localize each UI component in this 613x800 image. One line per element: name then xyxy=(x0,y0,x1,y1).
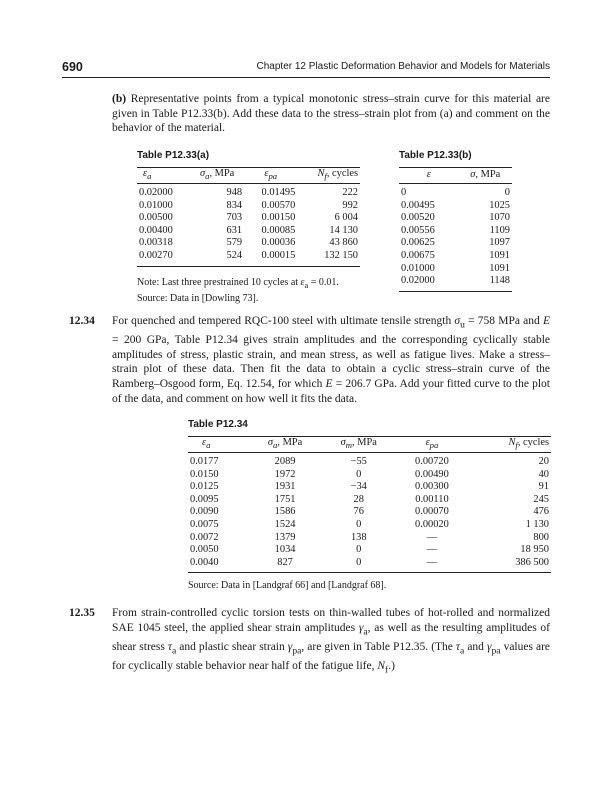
col-header-strain-amplitude: $\varepsilon_a$ xyxy=(137,168,190,184)
col-header-plastic-strain: $\varepsilon_{pa}$ xyxy=(396,437,467,453)
problem-text: For quenched and tempered RQC-100 steel with ultimate tensile strength $\sigma_u = 758$ MPa and E = 200 GPa, Table P12.34 gives strain amplitudes and the corresponding cyclically stable amplitudes of stress, plastic strain, and mean stress, as well as fatigue lives. Make a stress–strain plot of these data. Then fit the data to obtain a cyclic stress–strain curve of the Ramberg–Osgood form, Eq. 12.54, for which E = 206.7 GPa. Add your fitted curve to the plot of the data, and comment on how well it fits the data. xyxy=(112,315,551,405)
table-row: 0.02000 1148 xyxy=(399,275,512,291)
table-row: 0.0095 1751 28 0.00110 245 xyxy=(190,493,549,505)
page-header xyxy=(62,60,550,76)
table-row: 0.0125 1931 −34 0.00300 91 xyxy=(190,481,549,493)
table-row: 0.01000 834 0.00570 992 xyxy=(139,199,358,211)
table-p12-33b xyxy=(399,167,512,292)
table-b-caption: Table P12.33(b) xyxy=(399,150,472,161)
table-row: 0.0177 2089 −55 0.00720 20 xyxy=(190,456,549,467)
table-a-source: Source: Data in [Dowling 73]. xyxy=(137,292,259,304)
table-row: 0.0050 1034 0 — 18 950 xyxy=(190,544,549,556)
col-header-fatigue-life: $N_f$, cycles xyxy=(467,437,551,453)
col-header-stress: σ, MPa xyxy=(459,168,513,184)
part-b-text: Representative points from a typical monotonic stress–strain curve for this material are given in Table P12.33(b). Add these data to the stress–strain plot from (a) and comment on the behavior of the material. xyxy=(112,93,550,135)
problem-12-35 xyxy=(69,606,551,675)
problem-number: 12.35 xyxy=(69,607,95,619)
table-row: 0.00400 631 0.00085 14 130 xyxy=(139,224,358,236)
chapter-title: Chapter 12 Plastic Deformation Behavior and Models for Materials xyxy=(256,61,550,72)
col-header-fatigue-life: $N_f$, cycles xyxy=(297,168,360,184)
table-row: 0.00270 524 0.00015 132 150 xyxy=(137,250,360,266)
col-header-strain-amplitude: $\varepsilon_a$ xyxy=(188,437,249,453)
table-row: 0.00520 1070 xyxy=(401,212,510,224)
table-a-notes xyxy=(137,277,387,305)
table-row: 0.0075 1524 0 0.00020 1 130 xyxy=(190,518,549,530)
table-row: 0.00500 703 0.00150 6 004 xyxy=(139,212,358,224)
table-row: 0.0072 1379 138 — 800 xyxy=(190,531,549,543)
col-header-strain: ε xyxy=(399,168,459,184)
page-number: 690 xyxy=(62,60,83,74)
problem-number: 12.34 xyxy=(69,315,95,327)
col-header-plastic-strain: $\varepsilon_{pa}$ xyxy=(244,168,297,184)
table-row: 0.02000 948 0.01495 222 xyxy=(139,187,358,198)
header-rule xyxy=(62,77,550,78)
table-row: 0.0150 1972 0 0.00490 40 xyxy=(190,468,549,480)
table-header-row xyxy=(399,168,512,184)
table-34-caption: Table P12.34 xyxy=(188,419,248,430)
table-34-source: Source: Data in [Landgraf 66] and [Landgraf 68]. xyxy=(188,580,387,591)
table-a-caption: Table P12.33(a) xyxy=(137,150,210,161)
table-row: 0.00625 1097 xyxy=(401,237,510,249)
table-a-note: Note: Last three prestrained 10 cycles at $\varepsilon_a = 0.01$. xyxy=(137,277,339,290)
table-row: 0.0090 1586 76 0.00070 476 xyxy=(190,506,549,518)
col-header-stress-amplitude: $\sigma_a$, MPa xyxy=(190,168,244,184)
table-row: 0.00675 1091 xyxy=(401,249,510,261)
table-row: 0.0040 827 0 — 386 500 xyxy=(188,557,551,573)
problem-text: From strain-controlled cyclic torsion tests on thin-walled tubes of hot-rolled and normalized SAE 1045 steel, the applied shear strain amplitudes $\gamma_a$, as well as the resulting amplitudes of shear stress $\tau_a$ and plastic shear strain $\gamma_{pa}$, are given in Table P12.35. (The $\tau_a$ and $\gamma_{pa}$ values are for cyclically stable behavior near half of the fatigue life, $N_f$.) xyxy=(112,607,551,675)
table-row: 0 0 xyxy=(401,187,510,198)
table-row: 0.01000 1091 xyxy=(401,262,510,274)
col-header-mean-stress: $\sigma_m$, MPa xyxy=(321,437,396,453)
table-row: 0.00318 579 0.00036 43 860 xyxy=(139,237,358,249)
table-row: 0.00556 1109 xyxy=(401,224,510,236)
table-header-row xyxy=(188,437,551,453)
col-header-stress-amplitude: $\sigma_a$, MPa xyxy=(249,437,321,453)
table-p12-34 xyxy=(188,436,551,573)
table-header-row xyxy=(137,168,360,184)
part-b-label: (b) xyxy=(112,93,127,105)
part-b-paragraph xyxy=(112,92,550,136)
table-row: 0.00495 1025 xyxy=(401,199,510,211)
problem-12-34 xyxy=(69,314,550,404)
table-p12-33a xyxy=(137,167,360,267)
